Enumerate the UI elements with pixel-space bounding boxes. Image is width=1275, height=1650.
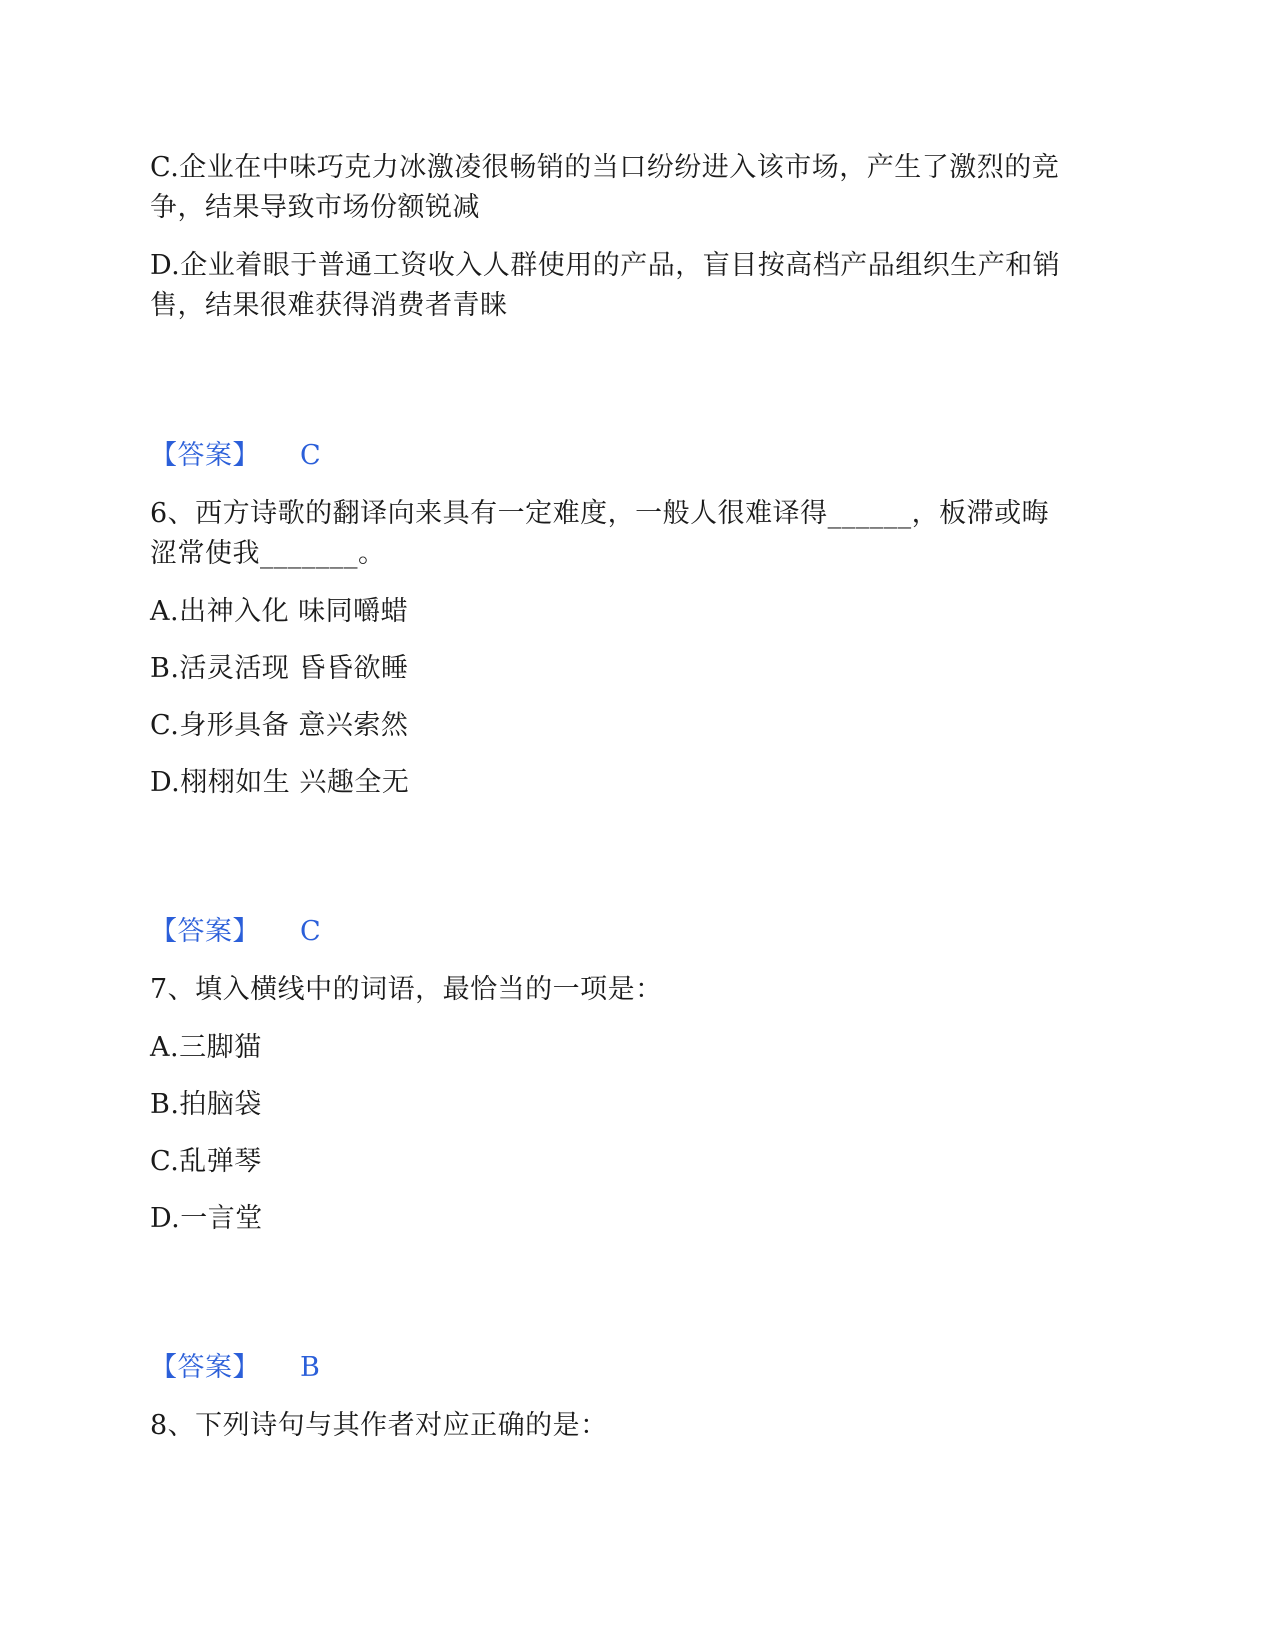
q7-stem: 7、填入横线中的词语，最恰当的一项是： [150, 974, 663, 1005]
q6-stem-line1: 6、西方诗歌的翻译向来具有一定难度，一般人很难译得______，板滞或晦 [150, 498, 1050, 529]
q5-answer [150, 436, 321, 476]
q7-answer [150, 1348, 320, 1388]
answer-value: C [300, 916, 322, 947]
answer-tag: 【答案】 [150, 1352, 260, 1383]
q6-option-b: B.活灵活现 昏昏欲睡 [150, 653, 409, 684]
q7-option-c: C.乱弹琴 [150, 1146, 262, 1177]
q7-option-b: B.拍脑袋 [150, 1089, 262, 1120]
answer-tag: 【答案】 [150, 916, 260, 947]
answer-value: B [300, 1352, 321, 1383]
q6-answer [150, 912, 321, 952]
q5-option-c-line1: C.企业在中味巧克力冰激凌很畅销的当口纷纷进入该市场，产生了激烈的竞 [150, 152, 1060, 183]
answer-tag: 【答案】 [150, 440, 260, 471]
q6-stem-line2: 涩常使我_______。 [150, 538, 386, 569]
answer-value: C [300, 440, 322, 471]
q8-stem: 8、下列诗句与其作者对应正确的是： [150, 1410, 608, 1441]
q7-option-d: D.一言堂 [150, 1203, 263, 1234]
q6-option-d: D.栩栩如生 兴趣全无 [150, 767, 410, 798]
q5-option-c-line2: 争，结果导致市场份额锐减 [150, 192, 480, 223]
q5-option-d-line2: 售，结果很难获得消费者青睐 [150, 290, 508, 321]
q7-option-a: A.三脚猫 [150, 1032, 262, 1063]
q5-option-d-line1: D.企业着眼于普通工资收入人群使用的产品，盲目按高档产品组织生产和销 [150, 250, 1061, 281]
q6-option-c: C.身形具备 意兴索然 [150, 710, 409, 741]
q6-option-a: A.出神入化 味同嚼蜡 [150, 596, 409, 627]
